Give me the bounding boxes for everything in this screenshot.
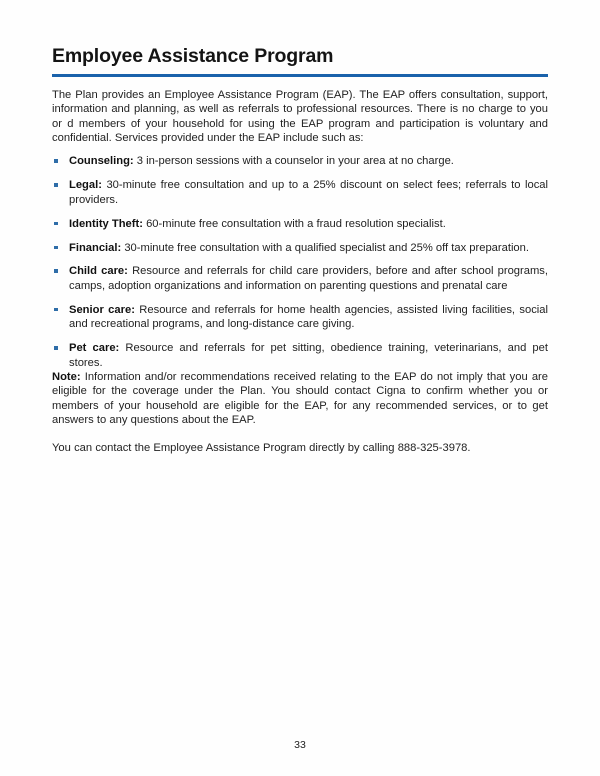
benefit-description: 3 in-person sessions with a counselor in your area at no charge. (133, 155, 454, 168)
benefit-term: Pet care: (69, 342, 120, 355)
benefits-list (52, 154, 548, 369)
list-item (52, 178, 548, 207)
benefit-term: Senior care: (69, 303, 135, 316)
intro-paragraph: The Plan provides an Employee Assistance Program (EAP). The EAP offers consultation, support, information and planning, as well as referrals to professional resources. There is no charge to you or d members of your household for using the EAP program and participation is voluntary and confidential. Services provided under the EAP include such as: (52, 88, 548, 145)
benefit-term: Child care: (69, 265, 128, 278)
benefit-term: Financial: (69, 241, 122, 254)
benefit-description: Resource and referrals for home health agencies, assisted living facilities, social and recreational programs, and long-distance care giving. (69, 303, 549, 331)
benefit-term: Legal: (69, 179, 102, 192)
title-underline-rule (52, 74, 548, 77)
benefit-description: Resource and referrals for pet sitting, obedience training, veterinarians, and pet stores. (69, 342, 548, 369)
square-bullet-icon (54, 183, 58, 187)
benefit-term: Identity Theft: (69, 217, 143, 230)
benefit-term: Counseling: (69, 155, 134, 168)
list-item (52, 264, 548, 293)
square-bullet-icon (54, 269, 58, 273)
page-number: 33 (294, 739, 306, 751)
square-bullet-icon (54, 159, 58, 163)
closing-paragraph: You can contact the Employee Assistance Program directly by calling 888-325-3978. (52, 441, 471, 454)
square-bullet-icon (54, 222, 58, 226)
note-label: Note: (52, 370, 81, 383)
note-text: Information and/or recommendations received relating to the EAP do not imply that you are eligible for the coverage under the Plan. You should contact Cigna to confirm whether you or members of your household are eligible for the EAP, for any recommended services, or to get answers to any questions about the EAP. (52, 370, 548, 427)
benefit-description: 30-minute free consultation with a qualified specialist and 25% off tax preparation. (121, 241, 529, 254)
note-paragraph (52, 370, 548, 428)
page-title: Employee Assistance Program (52, 45, 334, 67)
benefit-description: Resource and referrals for child care providers, before and after school programs, camps, adoption organizations and information on parenting questions and prenatal care (69, 265, 548, 292)
list-item (52, 154, 548, 168)
list-item (52, 341, 548, 370)
list-item (52, 303, 548, 332)
list-item (52, 217, 548, 231)
square-bullet-icon (54, 346, 58, 350)
square-bullet-icon (54, 246, 58, 250)
page-content (52, 46, 548, 465)
list-item (52, 241, 548, 255)
benefit-description: 60-minute free consultation with a fraud resolution specialist. (142, 217, 446, 230)
benefit-description: 30-minute free consultation and up to a 25% discount on select fees; referrals to local providers. (69, 179, 548, 206)
square-bullet-icon (54, 308, 58, 312)
